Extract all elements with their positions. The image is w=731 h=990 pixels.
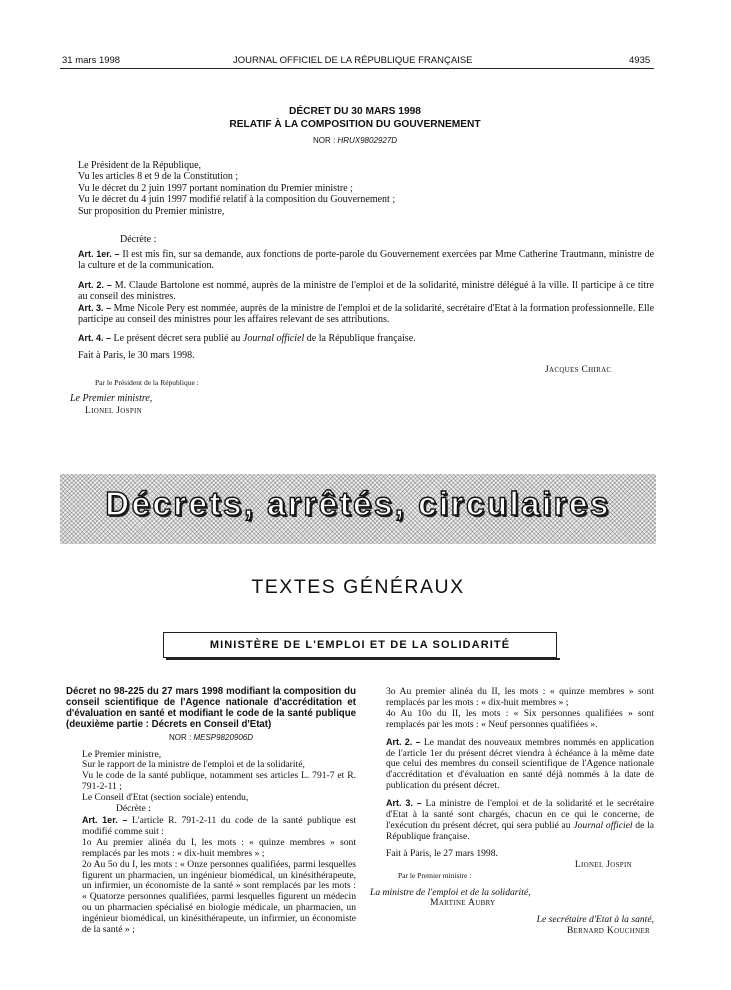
secretary-role: Le secrétaire d'Etat à la santé, — [536, 914, 654, 926]
visa-line: Le Conseil d'Etat (section sociale) entendu, — [82, 792, 249, 804]
decree2-nor — [66, 733, 356, 744]
journal-officiel-italic: Journal officiel — [573, 819, 633, 831]
article-label: Art. 2. – — [386, 736, 421, 747]
art1-item: 1o Au premier alinéa du I, les mots : « quinze membres » sont remplacés par les mots : « dix-huit membres » ; — [82, 836, 356, 859]
journal-officiel-italic: Journal officiel — [242, 333, 305, 344]
article-label: Art. 3. – — [386, 798, 422, 809]
fait-text: Fait à Paris, le 27 mars 1998. — [386, 847, 498, 859]
article-3 — [62, 303, 654, 326]
art1-item: 3o Au premier alinéa du II, les mots : « quinze membres » sont remplacés par les mots : « dix-huit membres » ; — [386, 686, 654, 708]
par-le-premier-ministre: Par le Premier ministre : — [398, 870, 472, 880]
fait-a-paris — [62, 350, 654, 361]
nor-value: MESP9820906D — [193, 732, 254, 742]
article-text: de la République française. — [306, 333, 416, 344]
ministry-heading: MINISTÈRE DE L'EMPLOI ET DE LA SOLIDARITÉ — [163, 632, 557, 658]
decree-nor — [100, 136, 610, 145]
par-le-president: Par le Président de la République : — [95, 378, 199, 387]
article-label: Art. 1er. – — [78, 249, 120, 259]
pm-name: Lionel Jospin — [85, 406, 142, 416]
art1-intro — [66, 815, 356, 838]
article-text: L'article R. 791-2-11 du code de la santé publique est modifié comme suit : — [82, 814, 356, 837]
section-banner — [60, 474, 656, 544]
fait-text: Fait à Paris, le 30 mars 1998. — [78, 350, 195, 361]
right-column — [370, 687, 654, 937]
art1-item: 4o Au 10o du II, les mots : « Six personnes qualifiées » sont remplacés par les mots : « Neuf personnes qualifiées ». — [386, 707, 654, 730]
minister-role: La ministre de l'emploi et de la solidarité, — [370, 886, 531, 898]
article-text: Il est mis fin, sur sa demande, aux fonctions de porte-parole du Gouvernement exercées par Mme Catherine Trautmann, ministre de la culture et de la communication. — [78, 249, 655, 272]
journal-title: JOURNAL OFFICIEL DE LA RÉPUBLIQUE FRANÇAISE — [233, 55, 473, 66]
section-heading: TEXTES GÉNÉRAUX — [251, 576, 465, 598]
nor-value: HRUX9802927D — [337, 136, 398, 145]
visa-line: Vu les articles 8 et 9 de la Constitution ; — [78, 171, 239, 183]
article-text: M. Claude Bartolone est nommé, auprès de la ministre de l'emploi et de la solidarité, ministre délégué à la ville. Il participe à ce titre au conseil des ministres. — [78, 280, 654, 303]
decree2-title: Décret no 98-225 du 27 mars 1998 modifiant la composition du conseil scientifique de l'Agence nationale d'accréditation et d'évaluation en santé et modifiant le code de la santé publique (deuxième partie : Décrets en Conseil d'Etat) — [66, 686, 356, 730]
header-rule — [60, 68, 654, 69]
signatory-pm: Lionel Jospin — [574, 858, 632, 870]
pm-role: Le Premier ministre, — [70, 393, 153, 404]
signatory-president: Jacques Chirac — [545, 365, 612, 375]
article-text: Le présent décret sera publié au — [113, 333, 241, 344]
art1-item: 2o Au 5o du I, les mots : « Onze personnes qualifiées, parmi lesquelles figurent un pharmacien, un ingénieur biomédical, un kinésithérapeute, un infirmier, un économiste de la santé » sont remplacés par les mots : « Quatorze personnes qualifiées, parmi lesquelles figurent un médecin ou un pharmacien spécialisé en biologie médicale, un pharmacien, un ingénieur biomédical, un kinésithérapeute, un infirmier, un économiste de la santé » ; — [82, 858, 356, 936]
left-column — [66, 687, 356, 936]
secretary-name: Bernard Kouchner — [566, 925, 650, 937]
article-1 — [62, 249, 654, 272]
article-2 — [62, 280, 654, 303]
visa-line: Sur proposition du Premier ministre, — [78, 205, 225, 217]
article-label: Art. 4. – — [78, 333, 112, 343]
visa-line: Vu le code de la santé publique, notamment ses articles L. 791-7 et R. 791-2-11 ; — [82, 770, 356, 793]
decree2-article-2 — [370, 737, 654, 793]
visa-line: Le Premier ministre, — [82, 748, 162, 760]
page-number: 4935 — [629, 55, 651, 66]
decree-title-line1: DÉCRET DU 30 MARS 1998 — [289, 106, 421, 117]
article-text: Le mandat des nouveaux membres nommés en application de l'article 1er du présent décret viendra à échéance à la même date que celui des membres du conseil scientifique de l'Agence nationale d'accréditation et d'évaluation en santé déjà nommés à la date de publication du présent décret. — [386, 736, 654, 792]
article-4 — [62, 333, 654, 344]
visa-line: Vu le décret du 2 juin 1997 portant nomination du Premier ministre ; — [78, 182, 353, 194]
decrete-label: Décrète : — [116, 803, 151, 815]
visa-line: Vu le décret du 4 juin 1997 modifié relatif à la composition du Gouvernement ; — [78, 194, 396, 206]
ministry-box-shadow — [166, 658, 560, 660]
decree-visas — [62, 160, 654, 217]
article-label: Art. 1er. – — [82, 814, 128, 825]
banner-title: Décrets, arrêtés, circulaires — [105, 485, 611, 522]
visa-line: Le Président de la République, — [78, 160, 202, 171]
minister-name: Martine Aubry — [430, 897, 496, 909]
article-text: de la République française. — [386, 819, 654, 842]
nor-label: NOR : — [312, 136, 336, 145]
article-label: Art. 2. – — [78, 280, 112, 290]
article-text: La ministre de l'emploi et de la solidarité et le secrétaire d'Etat à la santé sont chargés, chacun en ce qui le concerne, de l'exécution du présent décret, qui sera publié au — [386, 798, 654, 831]
decrete-label: Décrète : — [120, 234, 157, 245]
article-text: Mme Nicole Pery est nommée, auprès de la ministre de l'emploi et de la solidarité, secrétaire d'Etat à la formation professionnelle. Elle participe au conseil des ministres pour les affaires relevant de ses attributions. — [78, 303, 655, 326]
article-label: Art. 3. – — [78, 303, 112, 313]
decree2-article-3 — [370, 798, 654, 843]
visa-line: Sur le rapport de la ministre de l'emploi et de la solidarité, — [82, 759, 305, 771]
nor-label: NOR : — [168, 732, 192, 742]
decree-title-line2: RELATIF À LA COMPOSITION DU GOUVERNEMENT — [229, 119, 481, 130]
page-date: 31 mars 1998 — [62, 55, 121, 66]
